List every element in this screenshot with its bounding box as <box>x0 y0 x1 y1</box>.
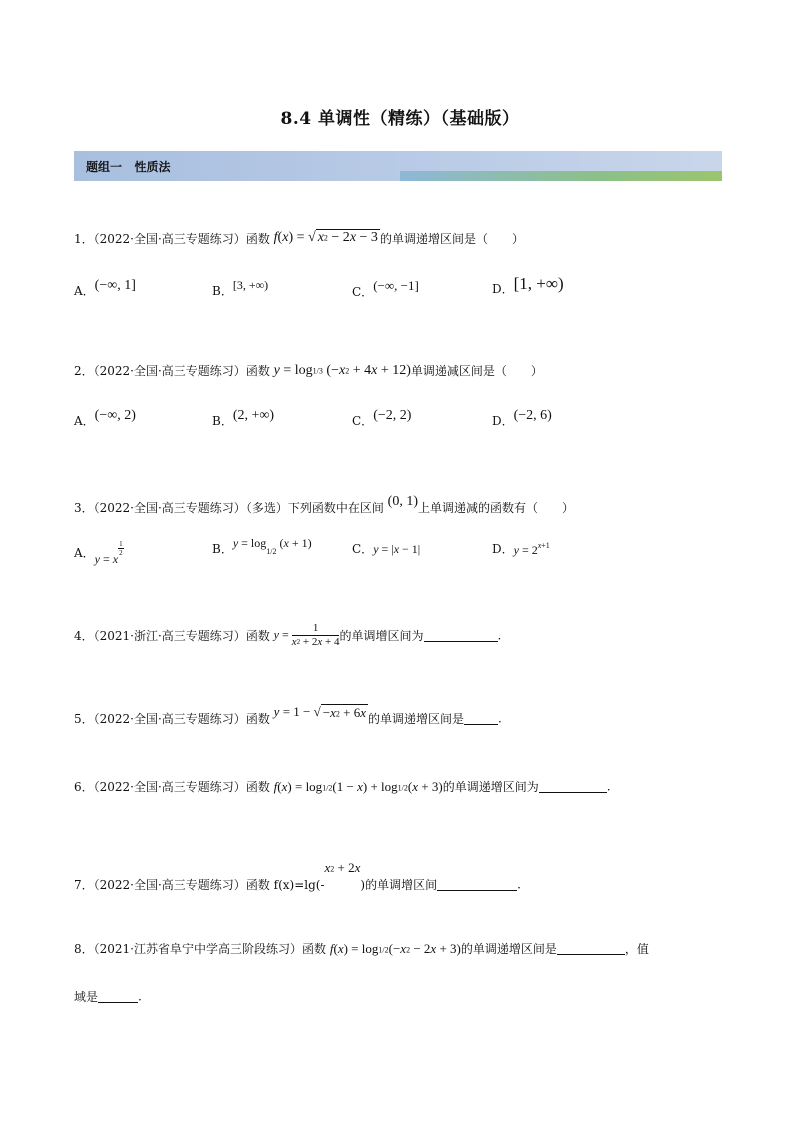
section-header-bar <box>74 151 722 181</box>
question-number: 2． <box>74 364 94 378</box>
question-source: （2021·江苏省阜宁中学高三阶段练习） <box>93 942 302 956</box>
question-5 <box>74 704 502 727</box>
question-source: （2022·全国·高三专题练习） <box>93 232 246 246</box>
option-d[interactable] <box>492 540 550 558</box>
option-d[interactable] <box>492 408 552 429</box>
option-label: C． <box>352 542 374 556</box>
option-label: B． <box>212 284 233 298</box>
question-source: （2022·全国·高三专题练习） <box>93 780 246 794</box>
question-number: 4． <box>74 629 94 644</box>
option-label: B． <box>212 414 233 428</box>
option-formula: (2, +∞) <box>232 408 275 423</box>
answer-blank[interactable] <box>557 942 625 955</box>
question-text: 的单调递增区间是 <box>368 712 465 726</box>
option-b[interactable] <box>212 408 274 429</box>
question-text: 函数 <box>245 780 270 794</box>
question-6 <box>74 778 611 795</box>
option-formula: (−2, 6) <box>513 408 552 423</box>
section-decor-stripe <box>400 171 722 181</box>
option-c[interactable] <box>352 540 420 557</box>
question-1 <box>74 230 524 247</box>
option-label: B． <box>212 542 233 556</box>
option-a[interactable] <box>74 278 136 299</box>
option-label: C． <box>352 414 374 428</box>
question-text: （多选）下列函数中在区间 <box>245 501 384 515</box>
question-text: 函数 <box>245 232 270 246</box>
question-8-line-2 <box>74 988 142 1005</box>
option-formula: $y = 2^{x+1}$ <box>513 541 550 557</box>
answer-blank[interactable] <box>539 780 607 793</box>
section-label: 题组一 性质法 <box>86 160 171 174</box>
question-number: 8． <box>74 942 94 956</box>
option-label: A． <box>74 414 95 428</box>
option-b[interactable] <box>212 536 312 557</box>
option-a[interactable] <box>74 540 124 567</box>
question-formula: f(x) = log1/2(−x2 − 2x + 3) <box>329 940 461 956</box>
question-number: 3． <box>74 501 94 515</box>
question-number: 7． <box>74 878 94 892</box>
question-text: 函数 <box>245 712 270 726</box>
question-text: 函数 f(x)=lg(- <box>245 878 325 892</box>
question-formula: y = $\frac{1}{x2 + 2x + 4}$ <box>273 622 340 649</box>
question-7 <box>74 860 521 893</box>
option-label: C． <box>352 285 374 299</box>
question-text: 函数 <box>245 629 270 644</box>
question-formula: y = 1 − √ −x2 + 6x <box>273 704 366 721</box>
question-text: . <box>138 989 142 1004</box>
question-formula: y = log1/3 (−x2 + 4x + 12) <box>273 362 411 378</box>
answer-blank[interactable] <box>437 878 517 891</box>
option-formula: y = |x − 1| <box>373 542 421 556</box>
option-a[interactable] <box>74 408 136 429</box>
option-formula: [3, +∞) <box>232 278 269 292</box>
option-formula: (−∞, 1] <box>94 278 136 293</box>
page-title: 8.4 单调性（精练）（基础版） <box>280 109 520 129</box>
option-label: A． <box>74 546 95 560</box>
question-formula: (0, 1) <box>387 494 418 509</box>
option-c[interactable] <box>352 408 411 429</box>
option-b[interactable] <box>212 278 268 299</box>
option-label: D． <box>492 542 514 556</box>
question-8 <box>74 940 649 957</box>
question-text: 的单调递增区间是 <box>460 942 557 956</box>
question-number: 6． <box>74 780 94 794</box>
question-4 <box>74 622 501 649</box>
question-text: 函数 <box>302 942 327 956</box>
question-source: （2022·全国·高三专题练习） <box>93 501 246 515</box>
question-source: （2022·全国·高三专题练习） <box>93 712 246 726</box>
option-c[interactable] <box>352 278 419 300</box>
question-text: 的单调递增区间为 <box>442 780 539 794</box>
question-text: 的单调递增区间是（ ） <box>379 232 524 246</box>
answer-blank[interactable] <box>464 712 498 725</box>
option-formula: $y = \log_{1/2} (x + 1)$ <box>232 536 312 556</box>
question-text: 的单调增区间为 <box>339 629 424 644</box>
question-number: 5． <box>74 712 94 726</box>
question-formula: x2 + 2x <box>324 860 361 875</box>
question-text: 函数 <box>245 364 270 378</box>
question-3 <box>74 494 574 516</box>
question-source: （2022·全国·高三专题练习） <box>93 878 246 892</box>
option-formula: (−∞, 2) <box>94 408 136 423</box>
option-formula: (−2, 2) <box>373 408 412 423</box>
question-text: . <box>497 628 502 643</box>
question-formula: f(x) = √ x2 − 2x − 3 <box>273 230 378 246</box>
question-text: )的单调增区间 <box>360 878 438 892</box>
question-number: 1． <box>74 232 94 246</box>
question-text: . <box>606 779 611 794</box>
answer-blank[interactable] <box>98 990 138 1003</box>
question-text: . <box>498 711 502 726</box>
option-d[interactable] <box>492 274 564 297</box>
answer-blank[interactable] <box>424 629 498 642</box>
question-text: . <box>517 877 521 892</box>
option-formula: (−∞, −1] <box>373 278 419 293</box>
question-text: 单调递减区间是（ ） <box>410 364 543 378</box>
option-label: D． <box>492 282 514 296</box>
question-text: 域是 <box>74 990 99 1004</box>
option-formula: [1, +∞) <box>513 274 564 293</box>
option-label: A． <box>74 284 95 298</box>
option-formula: y = x $\frac{1}{2}$ <box>94 540 123 566</box>
question-source: （2022·全国·高三专题练习） <box>93 364 246 378</box>
question-text: ，值 <box>624 942 649 956</box>
option-label: D． <box>492 414 514 428</box>
question-source: （2021·浙江·高三专题练习） <box>93 629 246 644</box>
question-formula: f(x) = log1/2(1 − x) + log1/2(x + 3) <box>273 778 443 794</box>
question-text: 上单调递减的函数有（ ） <box>417 501 574 515</box>
question-2 <box>74 362 543 379</box>
